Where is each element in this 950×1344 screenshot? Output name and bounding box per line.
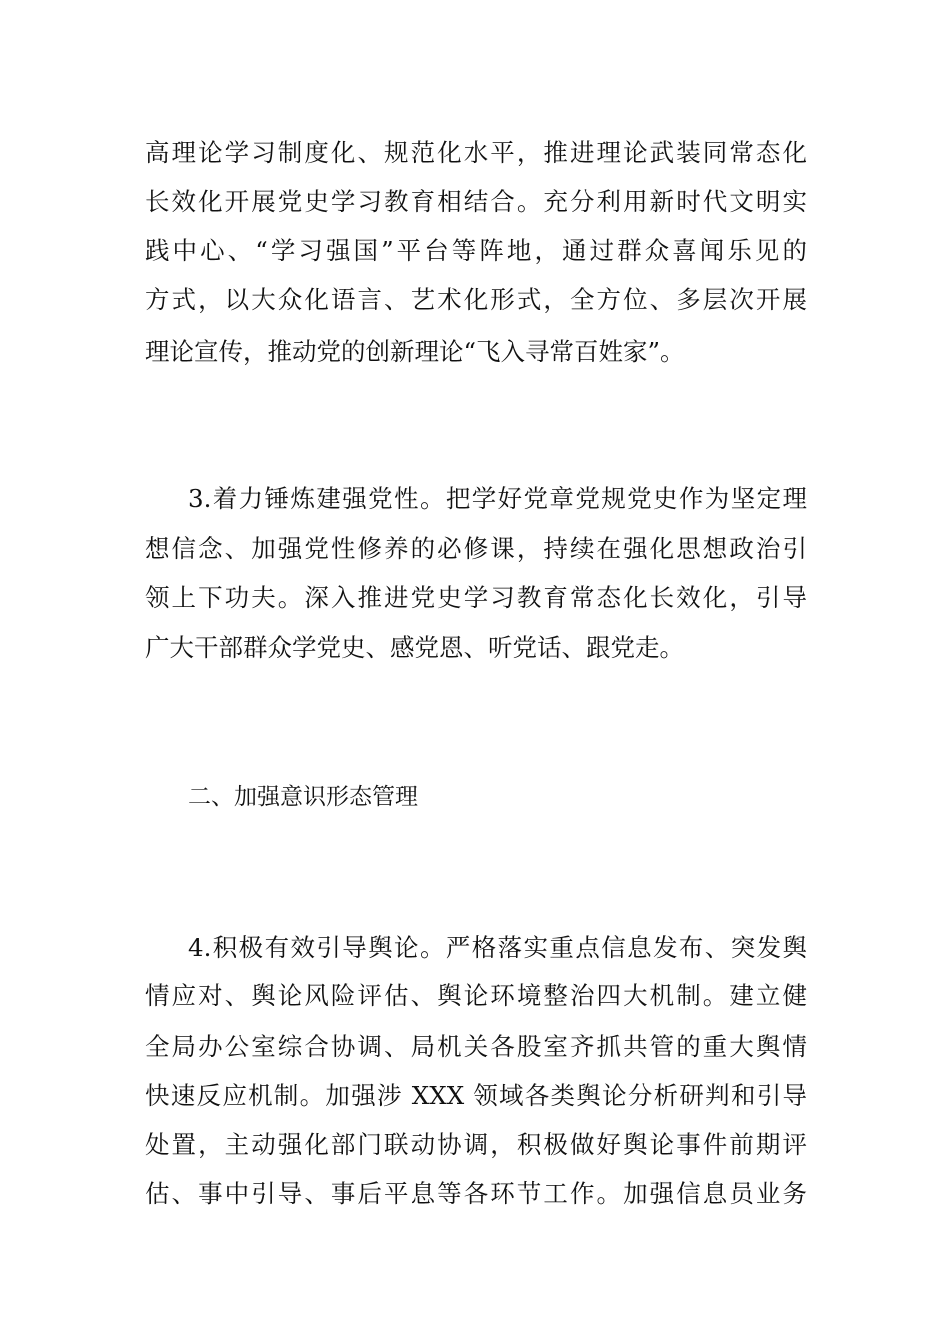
paragraph-2-line-4: 广大干部群众学党史、感党恩、听党话、跟党走。 xyxy=(145,633,684,662)
paragraph-1-line-4: 方式，以大众化语言、艺术化形式，全方位、多层次开展 xyxy=(145,285,807,314)
paragraph-2-line-1: 3.着力锤炼建强党性。把学好党章党规党史作为坚定理 xyxy=(188,484,807,513)
paragraph-3-line-2: 情应对、舆论风险评估、舆论环境整治四大机制。建立健 xyxy=(145,981,807,1010)
paragraph-3-line-5: 处置，主动强化部门联动协调，积极做好舆论事件前期评 xyxy=(145,1130,807,1159)
paragraph-2-line-3: 领上下功夫。深入推进党史学习教育常态化长效化，引导 xyxy=(145,583,807,612)
paragraph-1-line-3: 践中心、“学习强国”平台等阵地，通过群众喜闻乐见的 xyxy=(145,236,807,265)
paragraph-1-line-5: 理论宣传，推动党的创新理论“飞入寻常百姓家”。 xyxy=(145,337,685,366)
paragraph-3-line-4: 快速反应机制。加强涉 XXX 领域各类舆论分析研判和引导 xyxy=(145,1081,807,1110)
paragraph-3-line-3: 全局办公室综合协调、局机关各股室齐抓共管的重大舆情 xyxy=(145,1032,807,1061)
paragraph-3-line-6: 估、事中引导、事后平息等各环节工作。加强信息员业务 xyxy=(145,1179,807,1208)
paragraph-2-line-2: 想信念、加强党性修养的必修课，持续在强化思想政治引 xyxy=(145,534,807,563)
paragraph-3-line-1: 4.积极有效引导舆论。严格落实重点信息发布、突发舆 xyxy=(188,933,807,962)
paragraph-1-line-1: 高理论学习制度化、规范化水平，推进理论武装同常态化 xyxy=(145,138,807,167)
section-heading: 二、加强意识形态管理 xyxy=(188,784,418,810)
paragraph-1-line-2: 长效化开展党史学习教育相结合。充分利用新时代文明实 xyxy=(145,187,807,216)
